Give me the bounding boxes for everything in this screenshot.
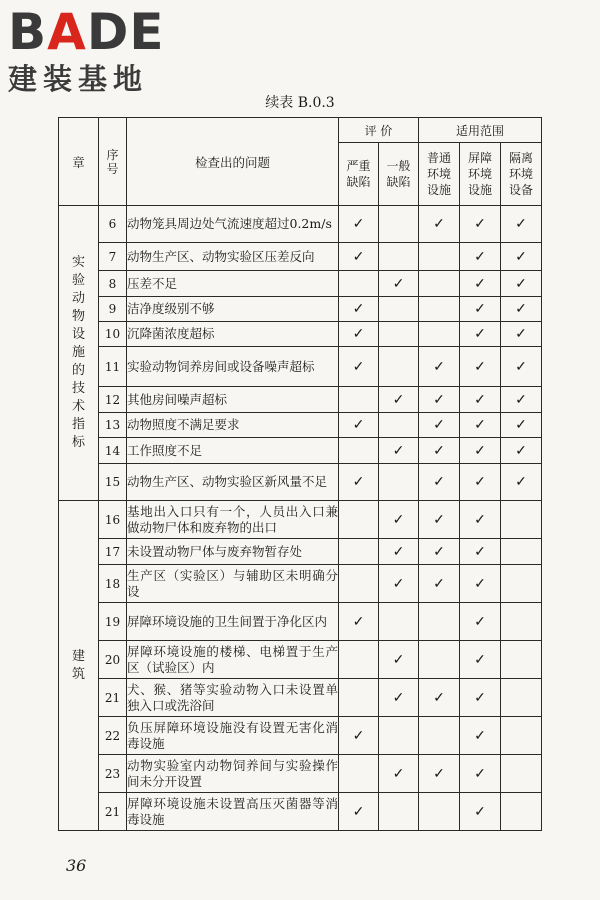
check-icon: ✓ [474, 442, 486, 459]
mark-isolation [501, 206, 542, 243]
mark-isolation [501, 565, 542, 603]
check-icon: ✓ [352, 613, 365, 630]
check-icon: ✓ [474, 689, 486, 706]
mark-ordinary [419, 755, 460, 793]
issue-text: 动物生产区、动物实验区新风量不足 [127, 464, 339, 501]
mark-general [379, 539, 419, 565]
check-icon: ✓ [392, 651, 405, 668]
row-number: 7 [99, 243, 127, 271]
row-number: 21 [99, 679, 127, 717]
mark-barrier [460, 438, 501, 464]
page-number: 36 [66, 856, 87, 875]
issue-text: 压差不足 [127, 271, 339, 297]
check-icon: ✓ [392, 511, 405, 528]
check-icon: ✓ [474, 391, 486, 408]
check-icon: ✓ [474, 358, 486, 375]
issue-text: 未设置动物尸体与废弃物暂存处 [127, 539, 339, 565]
mark-isolation [501, 641, 542, 679]
check-icon: ✓ [474, 613, 486, 630]
mark-isolation [501, 539, 542, 565]
mark-serious [339, 413, 379, 438]
mark-serious [339, 603, 379, 641]
table-row [59, 347, 542, 387]
mark-general [379, 243, 419, 271]
issue-text: 屏障环境设施的楼梯、电梯置于生产区（试验区）内 [127, 641, 339, 679]
inspection-table [58, 117, 542, 831]
header-number: 序号 [99, 118, 127, 206]
check-icon: ✓ [515, 275, 527, 292]
check-icon: ✓ [474, 511, 486, 528]
table-row [59, 297, 542, 322]
check-icon: ✓ [474, 575, 486, 592]
mark-isolation [501, 793, 542, 831]
mark-isolation [501, 603, 542, 641]
check-icon: ✓ [474, 803, 486, 820]
mark-barrier [460, 322, 501, 347]
mark-serious [339, 793, 379, 831]
mark-isolation [501, 413, 542, 438]
issue-text: 洁净度级别不够 [127, 297, 339, 322]
table-caption: 续表 B.0.3 [265, 95, 335, 111]
mark-isolation [501, 464, 542, 501]
row-number: 14 [99, 438, 127, 464]
mark-barrier [460, 679, 501, 717]
table-row [59, 641, 542, 679]
logo-tagline: 建装基地 [8, 62, 149, 96]
mark-serious [339, 755, 379, 793]
header-general: 一般缺陷 [379, 143, 419, 206]
mark-isolation [501, 243, 542, 271]
mark-general [379, 413, 419, 438]
row-number: 16 [99, 501, 127, 539]
header-evaluation: 评 价 [339, 118, 419, 143]
check-icon: ✓ [515, 358, 527, 375]
mark-general [379, 641, 419, 679]
issue-text: 基地出入口只有一个，人员出入口兼做动物尸体和废弃物的出口 [127, 501, 339, 539]
check-icon: ✓ [392, 543, 405, 560]
table-row [59, 413, 542, 438]
mark-ordinary [419, 413, 460, 438]
chapter-cell: 实验动物设施的技术指标 [59, 206, 99, 501]
row-number: 17 [99, 539, 127, 565]
mark-serious [339, 243, 379, 271]
mark-general [379, 347, 419, 387]
check-icon: ✓ [433, 575, 445, 592]
mark-serious [339, 297, 379, 322]
row-number: 23 [99, 755, 127, 793]
issue-text: 屏障环境设施未设置高压灭菌器等消毒设施 [127, 793, 339, 831]
mark-ordinary [419, 679, 460, 717]
table-row [59, 603, 542, 641]
table-row [59, 679, 542, 717]
mark-general [379, 438, 419, 464]
check-icon: ✓ [352, 216, 365, 232]
mark-barrier [460, 501, 501, 539]
mark-serious [339, 501, 379, 539]
check-icon: ✓ [474, 326, 486, 342]
issue-text: 负压屏障环境设施没有设置无害化消毒设施 [127, 717, 339, 755]
mark-barrier [460, 793, 501, 831]
check-icon: ✓ [392, 442, 405, 459]
table-row [59, 793, 542, 831]
mark-isolation [501, 679, 542, 717]
mark-barrier [460, 717, 501, 755]
mark-general [379, 717, 419, 755]
check-icon: ✓ [515, 326, 527, 342]
check-icon: ✓ [515, 391, 527, 408]
check-icon: ✓ [352, 803, 365, 820]
table-row [59, 539, 542, 565]
check-icon: ✓ [392, 689, 405, 706]
mark-ordinary [419, 641, 460, 679]
mark-general [379, 206, 419, 243]
table-row [59, 717, 542, 755]
check-icon: ✓ [433, 358, 445, 375]
mark-general [379, 387, 419, 413]
mark-barrier [460, 464, 501, 501]
mark-barrier [460, 243, 501, 271]
mark-general [379, 464, 419, 501]
mark-barrier [460, 413, 501, 438]
table-row [59, 387, 542, 413]
mark-barrier [460, 565, 501, 603]
check-icon: ✓ [433, 543, 445, 560]
check-icon: ✓ [352, 474, 365, 490]
table-body [59, 206, 542, 831]
check-icon: ✓ [352, 326, 365, 342]
mark-isolation [501, 438, 542, 464]
mark-ordinary [419, 464, 460, 501]
mark-ordinary [419, 438, 460, 464]
check-icon: ✓ [352, 417, 365, 433]
row-number: 21 [99, 793, 127, 831]
mark-ordinary [419, 271, 460, 297]
mark-ordinary [419, 297, 460, 322]
mark-ordinary [419, 322, 460, 347]
check-icon: ✓ [474, 275, 486, 292]
header-issue: 检查出的问题 [127, 118, 339, 206]
mark-barrier [460, 297, 501, 322]
mark-serious [339, 322, 379, 347]
mark-barrier [460, 347, 501, 387]
check-icon: ✓ [515, 417, 527, 433]
issue-text: 其他房间噪声超标 [127, 387, 339, 413]
check-icon: ✓ [515, 216, 527, 232]
check-icon: ✓ [392, 275, 405, 292]
table-row [59, 464, 542, 501]
check-icon: ✓ [352, 248, 365, 265]
mark-ordinary [419, 539, 460, 565]
row-number: 8 [99, 271, 127, 297]
mark-barrier [460, 539, 501, 565]
check-icon: ✓ [433, 474, 445, 490]
mark-general [379, 501, 419, 539]
table-row [59, 206, 542, 243]
mark-serious [339, 347, 379, 387]
mark-general [379, 322, 419, 347]
check-icon: ✓ [474, 765, 486, 782]
mark-serious [339, 565, 379, 603]
mark-ordinary [419, 717, 460, 755]
check-icon: ✓ [433, 391, 445, 408]
row-number: 6 [99, 206, 127, 243]
header-serious: 严重缺陷 [339, 143, 379, 206]
mark-serious [339, 206, 379, 243]
check-icon: ✓ [515, 248, 527, 265]
mark-serious [339, 717, 379, 755]
check-icon: ✓ [352, 301, 365, 317]
issue-text: 屏障环境设施的卫生间置于净化区内 [127, 603, 339, 641]
row-number: 12 [99, 387, 127, 413]
check-icon: ✓ [352, 727, 365, 744]
table-row [59, 243, 542, 271]
mark-barrier [460, 387, 501, 413]
mark-general [379, 603, 419, 641]
issue-text: 犬、猴、猪等实验动物入口未设置单独入口或洗浴间 [127, 679, 339, 717]
issue-text: 生产区（实验区）与辅助区未明确分设 [127, 565, 339, 603]
issue-text: 实验动物饲养房间或设备噪声超标 [127, 347, 339, 387]
row-number: 9 [99, 297, 127, 322]
mark-general [379, 271, 419, 297]
bade-logo [8, 3, 198, 96]
issue-text: 动物照度不满足要求 [127, 413, 339, 438]
check-icon: ✓ [474, 651, 486, 668]
mark-ordinary [419, 793, 460, 831]
row-number: 18 [99, 565, 127, 603]
check-icon: ✓ [515, 442, 527, 459]
check-icon: ✓ [392, 765, 405, 782]
table-row [59, 322, 542, 347]
logo-wordmark: BADE [8, 3, 165, 61]
mark-serious [339, 438, 379, 464]
mark-isolation [501, 322, 542, 347]
mark-ordinary [419, 603, 460, 641]
mark-ordinary [419, 501, 460, 539]
row-number: 10 [99, 322, 127, 347]
mark-isolation [501, 755, 542, 793]
check-icon: ✓ [352, 358, 365, 375]
mark-isolation [501, 501, 542, 539]
check-icon: ✓ [515, 474, 527, 490]
check-icon: ✓ [392, 391, 405, 408]
mark-barrier [460, 206, 501, 243]
mark-general [379, 755, 419, 793]
check-icon: ✓ [474, 301, 486, 317]
mark-isolation [501, 297, 542, 322]
table-row [59, 565, 542, 603]
row-number: 11 [99, 347, 127, 387]
check-icon: ✓ [433, 689, 445, 706]
check-icon: ✓ [433, 442, 445, 459]
row-number: 13 [99, 413, 127, 438]
mark-serious [339, 679, 379, 717]
check-icon: ✓ [433, 216, 445, 232]
mark-barrier [460, 603, 501, 641]
check-icon: ✓ [392, 575, 405, 592]
issue-text: 动物笼具周边处气流速度超过0.2m/s [127, 206, 339, 243]
mark-general [379, 297, 419, 322]
table-row [59, 271, 542, 297]
mark-barrier [460, 641, 501, 679]
mark-serious [339, 539, 379, 565]
table-row [59, 755, 542, 793]
check-icon: ✓ [474, 474, 486, 490]
mark-isolation [501, 717, 542, 755]
row-number: 20 [99, 641, 127, 679]
check-icon: ✓ [433, 511, 445, 528]
check-icon: ✓ [474, 543, 486, 560]
table-row [59, 501, 542, 539]
issue-text: 沉降菌浓度超标 [127, 322, 339, 347]
row-number: 15 [99, 464, 127, 501]
mark-barrier [460, 271, 501, 297]
mark-serious [339, 387, 379, 413]
mark-isolation [501, 271, 542, 297]
mark-serious [339, 641, 379, 679]
header-chapter: 章 [59, 118, 99, 206]
mark-serious [339, 464, 379, 501]
check-icon: ✓ [474, 727, 486, 744]
mark-ordinary [419, 206, 460, 243]
mark-ordinary [419, 387, 460, 413]
mark-ordinary [419, 347, 460, 387]
check-icon: ✓ [515, 301, 527, 317]
mark-general [379, 793, 419, 831]
check-icon: ✓ [474, 417, 486, 433]
mark-ordinary [419, 243, 460, 271]
mark-serious [339, 271, 379, 297]
mark-barrier [460, 755, 501, 793]
mark-general [379, 565, 419, 603]
table-row [59, 438, 542, 464]
row-number: 22 [99, 717, 127, 755]
check-icon: ✓ [474, 216, 486, 232]
issue-text: 动物实验室内动物饲养间与实验操作间未分开设置 [127, 755, 339, 793]
check-icon: ✓ [433, 765, 445, 782]
issue-text: 动物生产区、动物实验区压差反向 [127, 243, 339, 271]
mark-general [379, 679, 419, 717]
issue-text: 工作照度不足 [127, 438, 339, 464]
header-barrier: 屏障环境设施 [460, 143, 501, 206]
chapter-cell: 建筑 [59, 501, 99, 831]
check-icon: ✓ [474, 248, 486, 265]
mark-ordinary [419, 565, 460, 603]
header-ordinary: 普通环境设施 [419, 143, 460, 206]
header-scope: 适用范围 [419, 118, 542, 143]
header-isolation: 隔离环境设备 [501, 143, 542, 206]
mark-isolation [501, 347, 542, 387]
check-icon: ✓ [433, 417, 445, 433]
mark-isolation [501, 387, 542, 413]
row-number: 19 [99, 603, 127, 641]
